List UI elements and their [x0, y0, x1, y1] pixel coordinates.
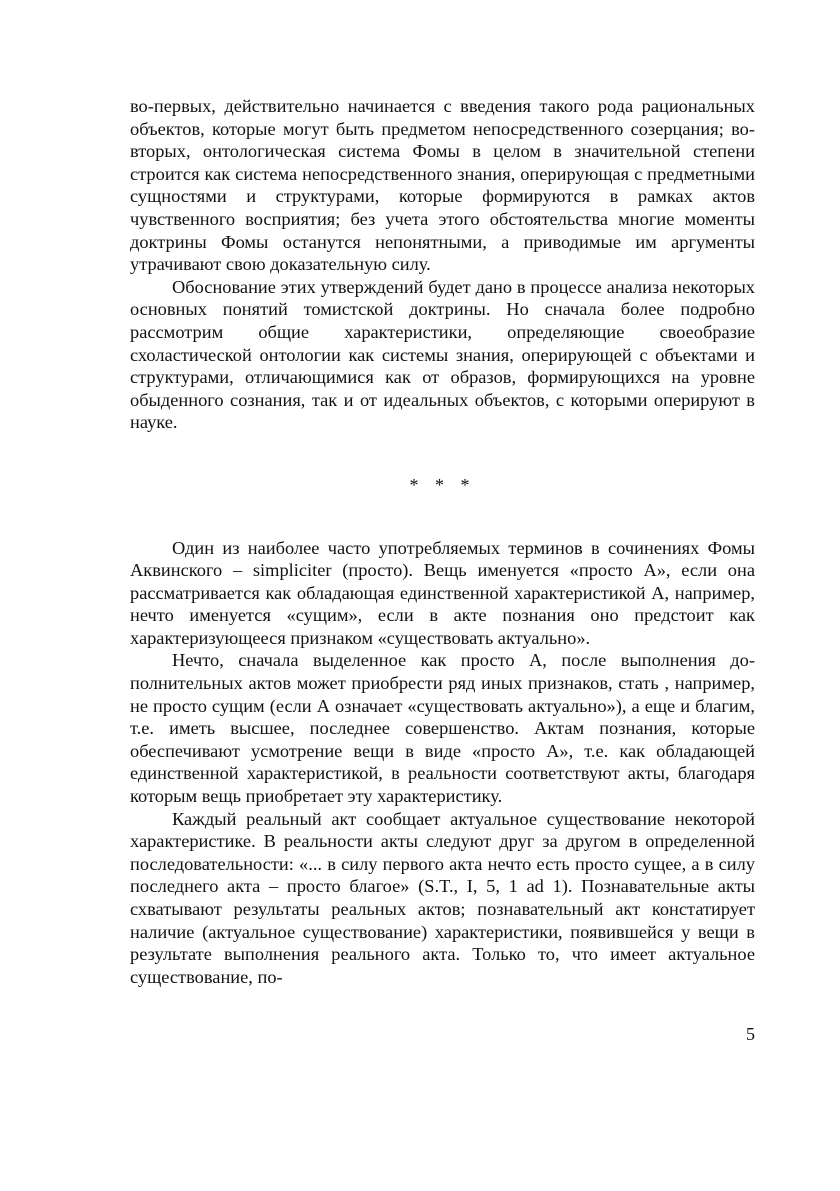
paragraph: Каждый реальный акт сообщает актуальное существование некоторой характеристике. В реальности акты следуют друг за другом в определенной последовательности: «... в силу первого акта нечто есть просто сущее, а в силу последнего акта – просто благое» (S.T., I, 5, 1 ad 1). Познавательные акты схватывают результаты реальных актов; познавательный акт констатирует наличие (актуальное существование) характеристики, появившейся у вещи в результате выполнения реального акта. Только то, что имеет актуальное существование, по- — [130, 808, 755, 987]
paragraph: во-первых, действительно начинается с введения такого рода рациональных объектов, которые могут быть предметом непосредственного созерцания; во-вторых, онтологическая система Фомы в целом в значительной степени строится как система непосредственного знания, оперирующая с предметными сущностями и структурами, которые формируются в рамках актов чувственного восприятия; без учета этого обстоятельства многие моменты доктрины Фомы останутся непонятными, а приводимые им аргументы утрачивают свою доказательную силу. — [130, 96, 755, 275]
page-number: 5 — [746, 1024, 755, 1044]
paragraph: Нечто, сначала выделенное как просто А, после выполнения дополнительных актов может приобрести ряд иных признаков, стать , например, не просто сущим (если А означает «существовать актуально»), а еще и благим, т.е. иметь высшее, последнее совершенство. Актам познания, которые обеспечивают усмотрение вещи в виде «просто А», т.е. как обладающей единственной характеристикой, в реальности соответствуют акты, благодаря которым вещь приобретает эту характеристику. — [130, 650, 755, 807]
document-page — [130, 95, 755, 988]
paragraph: Обоснование этих утверждений будет дано в процессе анализа некоторых основных понятий томистской доктрины. Но сначала более подробно рассмотрим общие характеристики, определяющие своеобразие схоластической онтологии как системы знания, оперирующей с объектами и структурами, отличающимися как от образов, формирующихся на уровне обыденного сознания, так и от идеальных объектов, с которыми оперируют в науке. — [130, 276, 755, 433]
paragraph: Один из наиболее часто употребляемых терминов в сочинениях Фомы Аквинского – simpliciter (просто). Вещь именуется «просто А», если она рассматривается как обладающая единственной характеристикой А, например, нечто именуется «сущим», если в акте познания оно предстоит как характеризующееся признаком «существовать актуально». — [130, 537, 755, 648]
section-separator: * * * — [409, 474, 476, 495]
